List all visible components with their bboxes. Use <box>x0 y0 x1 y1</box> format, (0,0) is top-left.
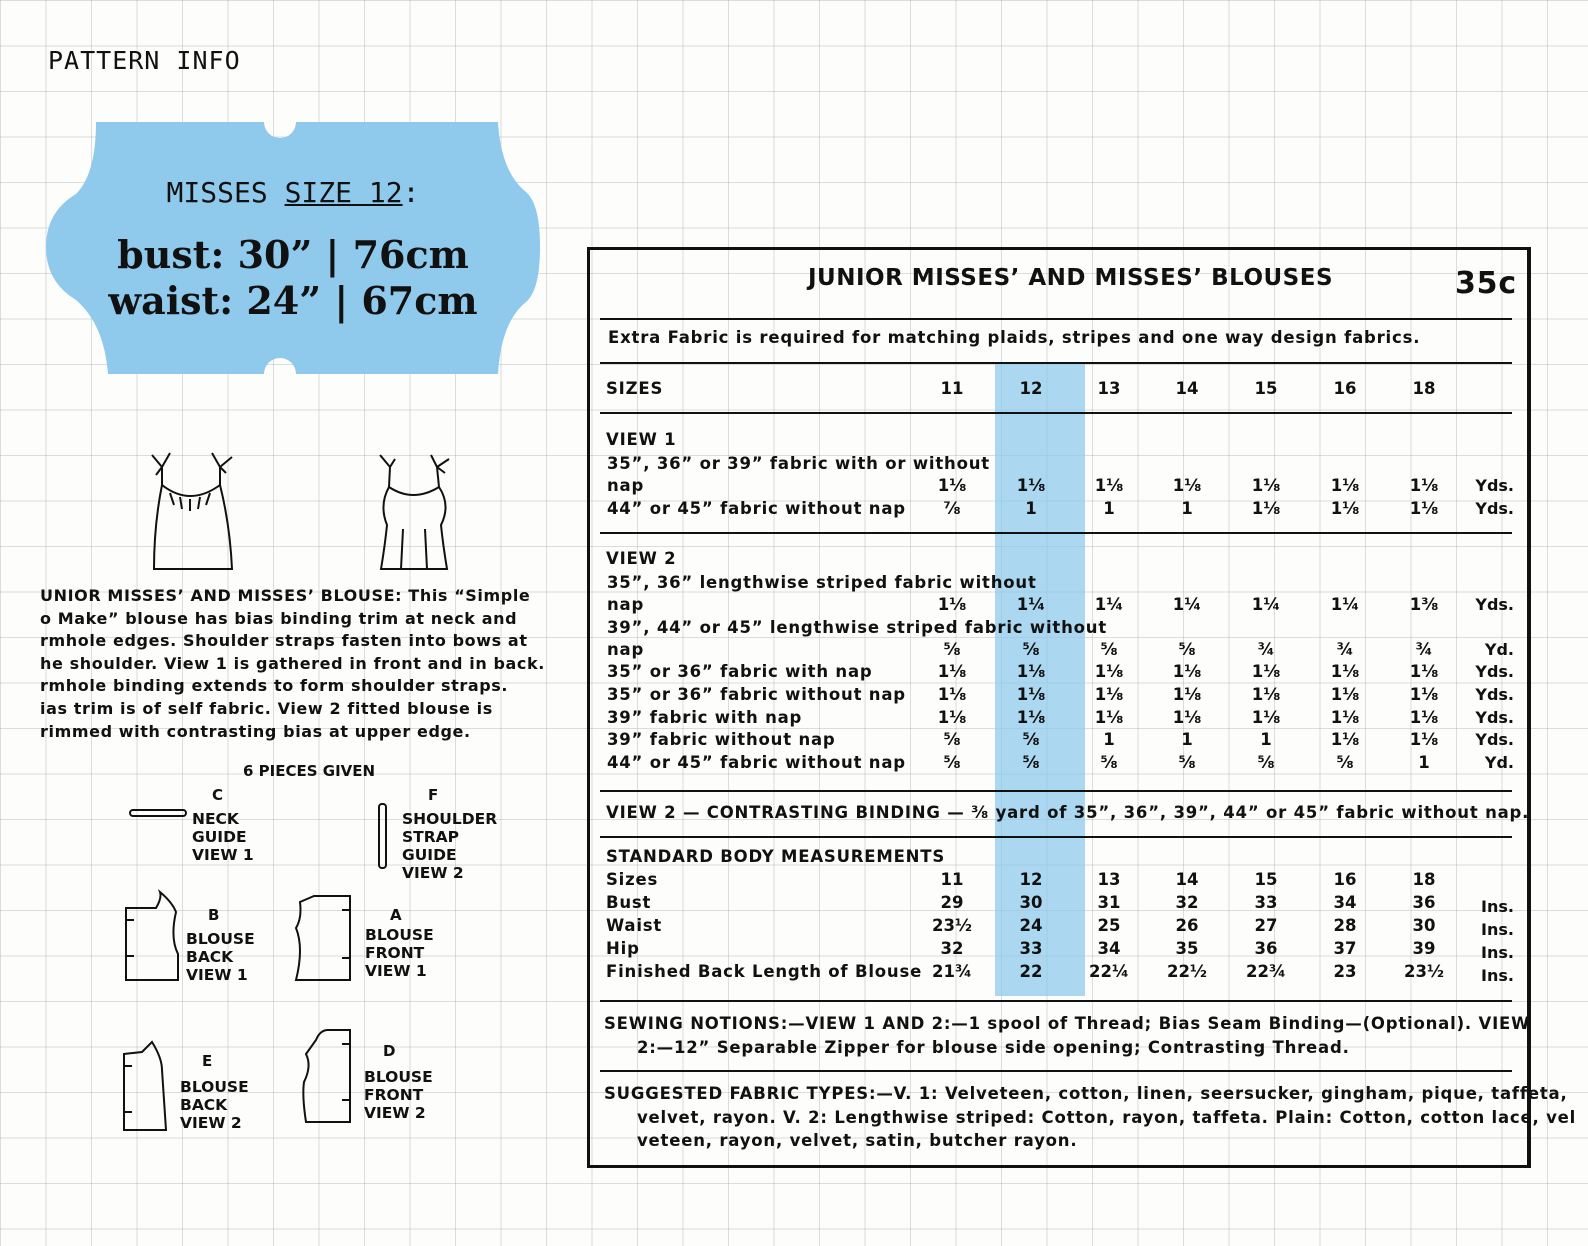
piece-label-line: STRAP <box>402 828 460 846</box>
table-cell: 16 <box>1333 870 1357 889</box>
table-cell: 15 <box>1254 870 1278 889</box>
fabric-types-line: velvet, rayon. V. 2: Lengthwise striped: Cotton, rayon, taffeta. Plain: Cotton, cotton lace, vel <box>637 1108 1577 1127</box>
piece-d-shape <box>298 1026 358 1126</box>
row-label: nap <box>607 476 645 495</box>
table-cell: 33 <box>1254 893 1278 912</box>
badge-size-value: SIZE 12 <box>284 176 403 209</box>
table-cell: ⅝ <box>943 640 961 659</box>
fabric-types-line: SUGGESTED FABRIC TYPES:—V. 1: Velveteen, cotton, linen, seersucker, gingham, pique, taffeta, <box>604 1084 1568 1103</box>
chart-title: JUNIOR MISSES’ AND MISSES’ BLOUSES <box>808 265 1334 291</box>
unit-cell: Yds. <box>1475 595 1514 614</box>
table-cell: 1¼ <box>1330 595 1360 614</box>
description-line: rmhole edges. Shoulder straps fasten into bows at <box>40 631 528 651</box>
row-label: Finished Back Length of Blouse <box>606 962 923 981</box>
table-cell: 1 <box>1025 499 1037 518</box>
size-header-cell: 18 <box>1412 379 1436 398</box>
unit-cell: Yd. <box>1484 753 1514 772</box>
piece-b-shape <box>122 888 184 984</box>
table-cell: ⅝ <box>943 730 961 749</box>
table-cell: 22¾ <box>1245 962 1287 981</box>
piece-letter: A <box>390 906 402 924</box>
table-cell: 1⅛ <box>1330 476 1360 495</box>
description-line: This “Simple <box>402 586 531 605</box>
table-cell: 29 <box>940 893 964 912</box>
piece-label-line: BACK <box>186 948 234 966</box>
table-cell: 1⅛ <box>1409 708 1439 727</box>
piece-label-line: SHOULDER <box>402 810 498 828</box>
table-cell: 1¼ <box>1172 595 1202 614</box>
contrasting-binding: VIEW 2 — CONTRASTING BINDING — ⅜ yard of 35”, 36”, 39”, 44” or 45” fabric without nap. <box>606 803 1530 822</box>
piece-label-line: VIEW 2 <box>364 1104 426 1122</box>
row-label: 39” fabric with nap <box>607 708 803 727</box>
unit-cell: Ins. <box>1481 920 1514 939</box>
divider <box>600 362 1512 364</box>
piece-letter: B <box>208 906 220 924</box>
table-cell: 36 <box>1412 893 1436 912</box>
unit-cell: Yds. <box>1475 708 1514 727</box>
piece-label-line: NECK <box>192 810 239 828</box>
table-cell: 1⅛ <box>1330 708 1360 727</box>
table-cell: 1⅛ <box>1251 708 1281 727</box>
neck-guide-shape <box>128 808 190 820</box>
piece-b-label <box>186 930 255 984</box>
piece-letter: D <box>383 1042 396 1060</box>
piece-label-line: BLOUSE <box>180 1078 249 1096</box>
row-label: 35” or 36” fabric without nap <box>607 685 906 704</box>
size-header-cell: 16 <box>1333 379 1357 398</box>
piece-label-line: GUIDE <box>402 846 457 864</box>
table-cell: ⅝ <box>1022 640 1040 659</box>
description-line: he shoulder. View 1 is gathered in front and in back. <box>40 653 545 673</box>
table-cell: 1⅛ <box>1172 708 1202 727</box>
piece-f-label <box>402 810 497 882</box>
row-label: 39” fabric without nap <box>607 730 836 749</box>
table-cell: 1⅛ <box>1409 730 1439 749</box>
badge-bust: bust: 30” | 76cm <box>117 232 469 277</box>
table-cell: ⅝ <box>1100 640 1118 659</box>
piece-c-label <box>192 810 254 864</box>
table-cell: 25 <box>1097 916 1121 935</box>
row-label: Hip <box>606 939 640 958</box>
table-cell: 1 <box>1181 730 1193 749</box>
badge-waist: waist: 24” | 67cm <box>108 278 478 323</box>
table-cell: 1⅛ <box>1016 708 1046 727</box>
table-cell: 1 <box>1103 499 1115 518</box>
table-cell: 1⅛ <box>1016 685 1046 704</box>
table-cell: 1⅛ <box>1016 476 1046 495</box>
piece-letter: F <box>428 786 439 804</box>
table-cell: 24 <box>1019 916 1043 935</box>
table-cell: 1¼ <box>1251 595 1281 614</box>
blouse-description <box>40 585 545 743</box>
piece-label-line: VIEW 2 <box>402 864 464 882</box>
table-cell: 34 <box>1097 939 1121 958</box>
table-cell: 1⅛ <box>1330 685 1360 704</box>
piece-label-line: BACK <box>180 1096 228 1114</box>
table-cell: 26 <box>1175 916 1199 935</box>
divider <box>600 836 1512 838</box>
table-cell: 14 <box>1175 870 1199 889</box>
table-cell: 1⅛ <box>1251 685 1281 704</box>
table-cell: 22 <box>1019 962 1043 981</box>
table-cell: 1 <box>1181 499 1193 518</box>
strap-guide-shape <box>376 802 390 872</box>
table-cell: 1⅛ <box>937 685 967 704</box>
description-line: rimmed with contrasting bias at upper edge. <box>40 721 471 741</box>
table-cell: 22½ <box>1166 962 1208 981</box>
table-cell: 1⅛ <box>1016 662 1046 681</box>
table-cell: 1 <box>1103 730 1115 749</box>
unit-cell: Ins. <box>1481 966 1514 985</box>
table-cell: 1⅛ <box>1094 476 1124 495</box>
divider <box>600 790 1512 792</box>
table-cell: 23½ <box>931 916 973 935</box>
table-cell: ¾ <box>1336 640 1354 659</box>
extra-fabric-note: Extra Fabric is required for matching plaids, stripes and one way design fabrics. <box>608 328 1421 347</box>
table-cell: 18 <box>1412 870 1436 889</box>
table-cell: ¾ <box>1257 640 1275 659</box>
table-cell: ⅝ <box>943 753 961 772</box>
table-cell: 1 <box>1418 753 1430 772</box>
table-cell: 1⅛ <box>1172 685 1202 704</box>
table-cell: 1⅛ <box>1172 476 1202 495</box>
size-header-cell: 13 <box>1097 379 1121 398</box>
row-label: 39”, 44” or 45” lengthwise striped fabric without <box>607 618 1108 637</box>
table-cell: 37 <box>1333 939 1357 958</box>
table-cell: 23½ <box>1403 962 1445 981</box>
row-label: 44” or 45” fabric without nap <box>607 753 906 772</box>
sizes-label: SIZES <box>606 379 664 398</box>
table-cell: ⅝ <box>1022 730 1040 749</box>
page-header-label: PATTERN INFO <box>48 46 241 75</box>
size-header-cell: 11 <box>940 379 964 398</box>
piece-e-label <box>180 1078 249 1132</box>
piece-a-label <box>365 926 434 980</box>
table-cell: 32 <box>940 939 964 958</box>
size-badge <box>46 112 540 382</box>
unit-cell: Yds. <box>1475 730 1514 749</box>
table-cell: 22¼ <box>1088 962 1130 981</box>
table-cell: 1⅛ <box>1330 499 1360 518</box>
table-cell: 13 <box>1097 870 1121 889</box>
table-cell: 33 <box>1019 939 1043 958</box>
view2-blouse-sketch <box>365 445 465 575</box>
table-cell: 36 <box>1254 939 1278 958</box>
piece-label-line: FRONT <box>364 1086 424 1104</box>
piece-label-line: BLOUSE <box>186 930 255 948</box>
table-cell: 1⅛ <box>937 662 967 681</box>
unit-cell: Yds. <box>1475 685 1514 704</box>
row-label: 35”, 36” lengthwise striped fabric without <box>607 573 1037 592</box>
unit-cell: Yds. <box>1475 662 1514 681</box>
table-cell: ⅞ <box>943 499 961 518</box>
table-cell: 1⅛ <box>937 476 967 495</box>
divider <box>600 532 1512 534</box>
row-label: Sizes <box>606 870 659 889</box>
size-header-cell: 12 <box>1019 379 1043 398</box>
piece-label-line: VIEW 1 <box>186 966 248 984</box>
table-cell: 1⅜ <box>1409 595 1439 614</box>
piece-a-shape <box>292 888 356 984</box>
table-cell: 27 <box>1254 916 1278 935</box>
size-header-cell: 14 <box>1175 379 1199 398</box>
table-cell: ⅝ <box>1257 753 1275 772</box>
description-title: UNIOR MISSES’ AND MISSES’ BLOUSE: <box>40 586 403 605</box>
unit-cell: Yds. <box>1475 476 1514 495</box>
view1-blouse-sketch <box>140 445 250 575</box>
badge-size-line <box>46 176 540 209</box>
divider <box>600 318 1512 320</box>
table-cell: 1⅛ <box>1251 476 1281 495</box>
body-measurements-label: STANDARD BODY MEASUREMENTS <box>606 847 945 866</box>
divider <box>600 1070 1512 1072</box>
table-cell: 39 <box>1412 939 1436 958</box>
table-cell: 21¾ <box>931 962 973 981</box>
row-label: nap <box>607 595 645 614</box>
pieces-title: 6 PIECES GIVEN <box>243 762 376 780</box>
piece-label-line: GUIDE <box>192 828 247 846</box>
sewing-notions-line: 2:—12” Separable Zipper for blouse side opening; Contrasting Thread. <box>637 1038 1350 1057</box>
table-cell: 1⅛ <box>1251 499 1281 518</box>
chart-code: 35c <box>1455 266 1517 301</box>
table-cell: 1⅛ <box>1251 662 1281 681</box>
table-cell: 32 <box>1175 893 1199 912</box>
view1-label: VIEW 1 <box>606 430 677 449</box>
description-line: rmhole binding extends to form shoulder straps. <box>40 676 509 696</box>
table-cell: ⅝ <box>1022 753 1040 772</box>
piece-label-line: VIEW 2 <box>180 1114 242 1132</box>
size-header-cell: 15 <box>1254 379 1278 398</box>
table-cell: 1⅛ <box>1409 499 1439 518</box>
table-cell: ⅝ <box>1178 753 1196 772</box>
table-cell: 1⅛ <box>937 595 967 614</box>
table-cell: 30 <box>1019 893 1043 912</box>
table-cell: 1⅛ <box>1409 662 1439 681</box>
piece-label-line: BLOUSE <box>364 1068 433 1086</box>
divider <box>600 1000 1512 1002</box>
table-cell: 1⅛ <box>1094 708 1124 727</box>
row-label: 35”, 36” or 39” fabric with or without <box>607 454 990 473</box>
table-cell: 35 <box>1175 939 1199 958</box>
piece-label-line: FRONT <box>365 944 425 962</box>
row-label: 35” or 36” fabric with nap <box>607 662 873 681</box>
row-label: Bust <box>606 893 652 912</box>
piece-label-line: VIEW 1 <box>192 846 254 864</box>
sewing-notions-line: SEWING NOTIONS:—VIEW 1 AND 2:—1 spool of Thread; Bias Seam Binding—(Optional). VIEW <box>604 1014 1531 1033</box>
description-line: o Make” blouse has bias binding trim at neck and <box>40 608 518 628</box>
unit-cell: Yd. <box>1484 640 1514 659</box>
table-cell: ⅝ <box>1100 753 1118 772</box>
unit-cell: Ins. <box>1481 897 1514 916</box>
table-cell: 28 <box>1333 916 1357 935</box>
badge-size-prefix: MISSES <box>166 176 285 209</box>
table-cell: 1¼ <box>1094 595 1124 614</box>
table-cell: 34 <box>1333 893 1357 912</box>
table-cell: 1⅛ <box>1330 662 1360 681</box>
table-cell: 30 <box>1412 916 1436 935</box>
piece-letter: E <box>202 1052 213 1070</box>
table-cell: 1⅛ <box>1172 662 1202 681</box>
table-cell: ⅝ <box>1178 640 1196 659</box>
table-cell: 1⅛ <box>1409 685 1439 704</box>
piece-d-label <box>364 1068 433 1122</box>
table-cell: 1⅛ <box>1330 730 1360 749</box>
table-cell: 1⅛ <box>937 708 967 727</box>
unit-cell: Ins. <box>1481 943 1514 962</box>
divider <box>600 412 1512 414</box>
table-cell: 31 <box>1097 893 1121 912</box>
row-label: 44” or 45” fabric without nap <box>607 499 906 518</box>
table-cell: ⅝ <box>1336 753 1354 772</box>
piece-label-line: BLOUSE <box>365 926 434 944</box>
row-label: Waist <box>606 916 663 935</box>
table-cell: 11 <box>940 870 964 889</box>
badge-size-suffix: : <box>402 176 420 209</box>
piece-letter: C <box>212 786 224 804</box>
fabric-types-line: veteen, rayon, velvet, satin, butcher rayon. <box>637 1131 1078 1150</box>
table-cell: ¾ <box>1415 640 1433 659</box>
piece-label-line: VIEW 1 <box>365 962 427 980</box>
unit-cell: Yds. <box>1475 499 1514 518</box>
piece-e-shape <box>120 1038 172 1134</box>
row-label: nap <box>607 640 645 659</box>
table-cell: 1⅛ <box>1094 685 1124 704</box>
table-cell: 1⅛ <box>1094 662 1124 681</box>
view2-label: VIEW 2 <box>606 549 677 568</box>
table-cell: 23 <box>1333 962 1357 981</box>
table-cell: 1⅛ <box>1409 476 1439 495</box>
table-cell: 1¼ <box>1016 595 1046 614</box>
table-cell: 1 <box>1260 730 1272 749</box>
table-cell: 12 <box>1019 870 1043 889</box>
description-line: ias trim is of self fabric. View 2 fitted blouse is <box>40 698 493 718</box>
